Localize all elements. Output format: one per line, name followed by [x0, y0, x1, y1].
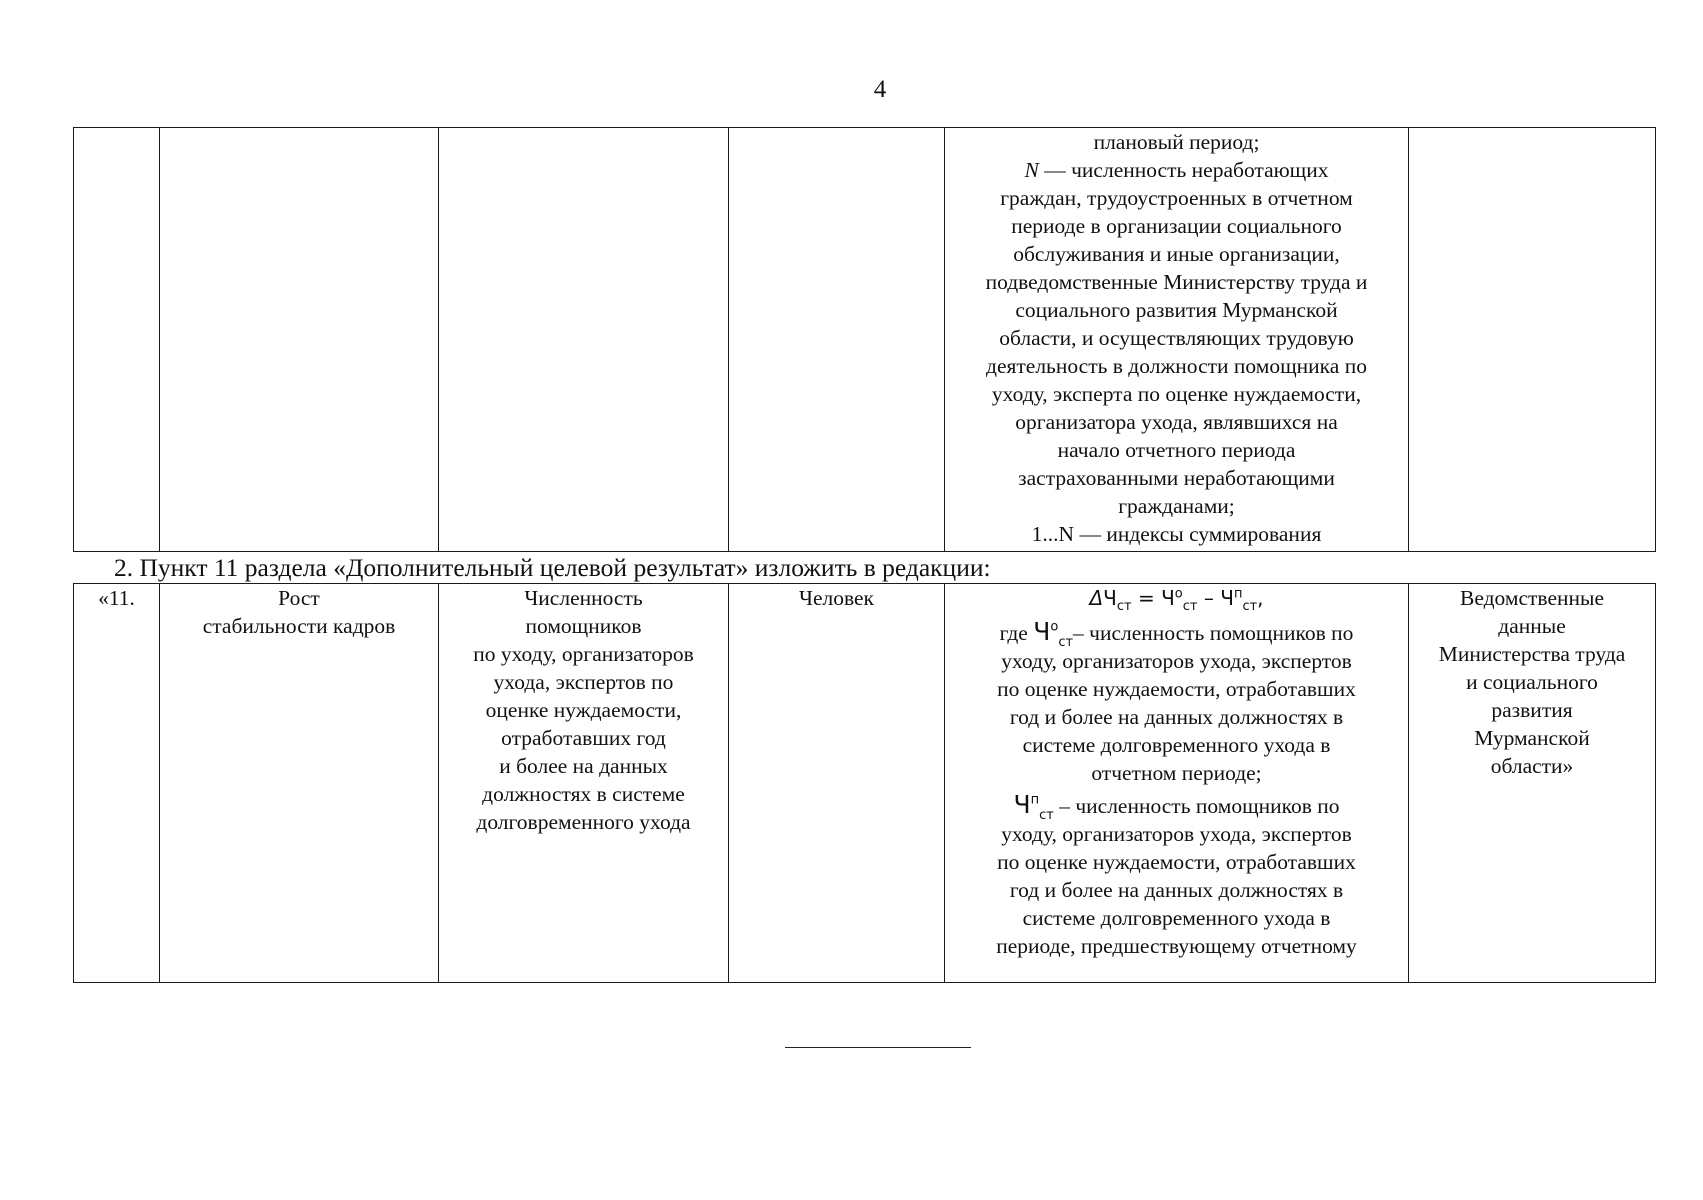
source-cell	[1409, 128, 1656, 552]
source-cell	[1409, 584, 1656, 983]
delta-symbol: Δ	[1089, 586, 1104, 610]
indicator-line: оценке нуждаемости,	[485, 698, 682, 722]
indicator-line: и более на данных	[499, 754, 668, 778]
footnote-rule	[785, 1047, 971, 1048]
formula-line	[949, 520, 1404, 548]
formula-line: системе долговременного ухода в	[1022, 733, 1331, 757]
name-line: стабильности кадров	[202, 614, 396, 638]
formula-line: граждан, трудоустроенных в отчетном	[1000, 186, 1353, 210]
formula-text: индексы суммирования	[1106, 522, 1322, 546]
formula-line: подведомственные Министерству труда и	[985, 270, 1368, 294]
indicator-cell	[439, 128, 729, 552]
indicator-line: по уходу, организаторов	[473, 642, 694, 666]
formula-line: периоде, предшествующему отчетному	[996, 934, 1357, 958]
number-cell	[74, 584, 160, 983]
name-line: Рост	[278, 586, 320, 610]
stability-formula: $\Delta Ч_{ст} = Ч^о_{ст} - Ч^п_{ст}$,	[1089, 586, 1264, 614]
ch-p-symbol: $Ч^п_{ст}$	[1013, 790, 1054, 823]
formula-line: где $Ч^о_{ст}-$ численность помощников по	[999, 617, 1354, 650]
formula-line	[949, 156, 1404, 184]
formula-line: гражданами;	[1118, 494, 1235, 518]
formula-line: отчетном периоде;	[1091, 761, 1262, 785]
number-cell	[74, 128, 160, 552]
source-line: Министерства труда	[1438, 642, 1626, 666]
source-line: данные	[1498, 614, 1566, 638]
formula-line: периоде в организации социального	[1011, 214, 1342, 238]
formula-line: $Ч^п_{ст}$ – численность помощников по	[1013, 790, 1340, 823]
source-line: и социального	[1466, 670, 1598, 694]
continued-indicator-table	[73, 127, 1656, 552]
amendment-paragraph: 2. Пункт 11 раздела «Дополнительный целевой результат» изложить в редакции:	[114, 553, 991, 582]
formula-line: деятельность в должности помощника по	[986, 354, 1367, 378]
name-cell	[160, 584, 439, 983]
source-line: развития	[1491, 698, 1573, 722]
formula-line: по оценке нуждаемости, отработавших	[997, 677, 1356, 701]
n-symbol: N	[1024, 158, 1039, 182]
indicator-line: долговременного ухода	[476, 810, 691, 834]
formula-line: уходу, эксперта по оценке нуждаемости,	[991, 382, 1362, 406]
page-number: 4	[873, 76, 887, 103]
table-row	[74, 128, 1656, 552]
indicator-cell	[439, 584, 729, 983]
formula-cell	[945, 584, 1409, 983]
source-line: области»	[1490, 754, 1574, 778]
formula-line: по оценке нуждаемости, отработавших	[997, 850, 1356, 874]
formula-line: год и более на данных должностях в	[1009, 878, 1344, 902]
table-row	[74, 584, 1656, 983]
unit-cell	[729, 584, 945, 983]
index-range: 1...N	[1031, 522, 1075, 546]
formula-text: численность неработающих	[1071, 158, 1329, 182]
formula-line: начало отчетного периода	[1057, 438, 1296, 462]
indicator-line: должностях в системе	[482, 782, 685, 806]
dash: —	[1044, 158, 1066, 182]
unit-cell	[729, 128, 945, 552]
formula-line: обслуживания и иные организации,	[1013, 242, 1340, 266]
indicator-11-table	[73, 583, 1656, 983]
formula-line: плановый период;	[1093, 130, 1260, 154]
indicator-line: ухода, экспертов по	[493, 670, 674, 694]
name-cell	[160, 128, 439, 552]
unit-value: Человек	[798, 586, 874, 610]
formula-line: организатора ухода, являвшихся на	[1015, 410, 1338, 434]
indicator-line: Численность	[524, 586, 643, 610]
formula-line: уходу, организаторов ухода, экспертов	[1001, 822, 1352, 846]
indicator-line: отработавших год	[501, 726, 666, 750]
formula-line: уходу, организаторов ухода, экспертов	[1001, 649, 1352, 673]
formula-line: застрахованными неработающими	[1018, 466, 1335, 490]
indicator-line: помощников	[525, 614, 642, 638]
source-line: Мурманской	[1474, 726, 1590, 750]
source-line: Ведомственные	[1460, 586, 1604, 610]
formula-line: социального развития Мурманской	[1015, 298, 1338, 322]
item-number: «11.	[98, 586, 135, 610]
formula-line: год и более на данных должностях в	[1009, 705, 1344, 729]
formula-line: области, и осуществляющих трудовую	[999, 326, 1354, 350]
formula-cell	[945, 128, 1409, 552]
formula-line: системе долговременного ухода в	[1022, 906, 1331, 930]
dash: —	[1079, 522, 1101, 546]
ch-o-symbol: $Ч^о_{ст}$	[1033, 617, 1074, 650]
